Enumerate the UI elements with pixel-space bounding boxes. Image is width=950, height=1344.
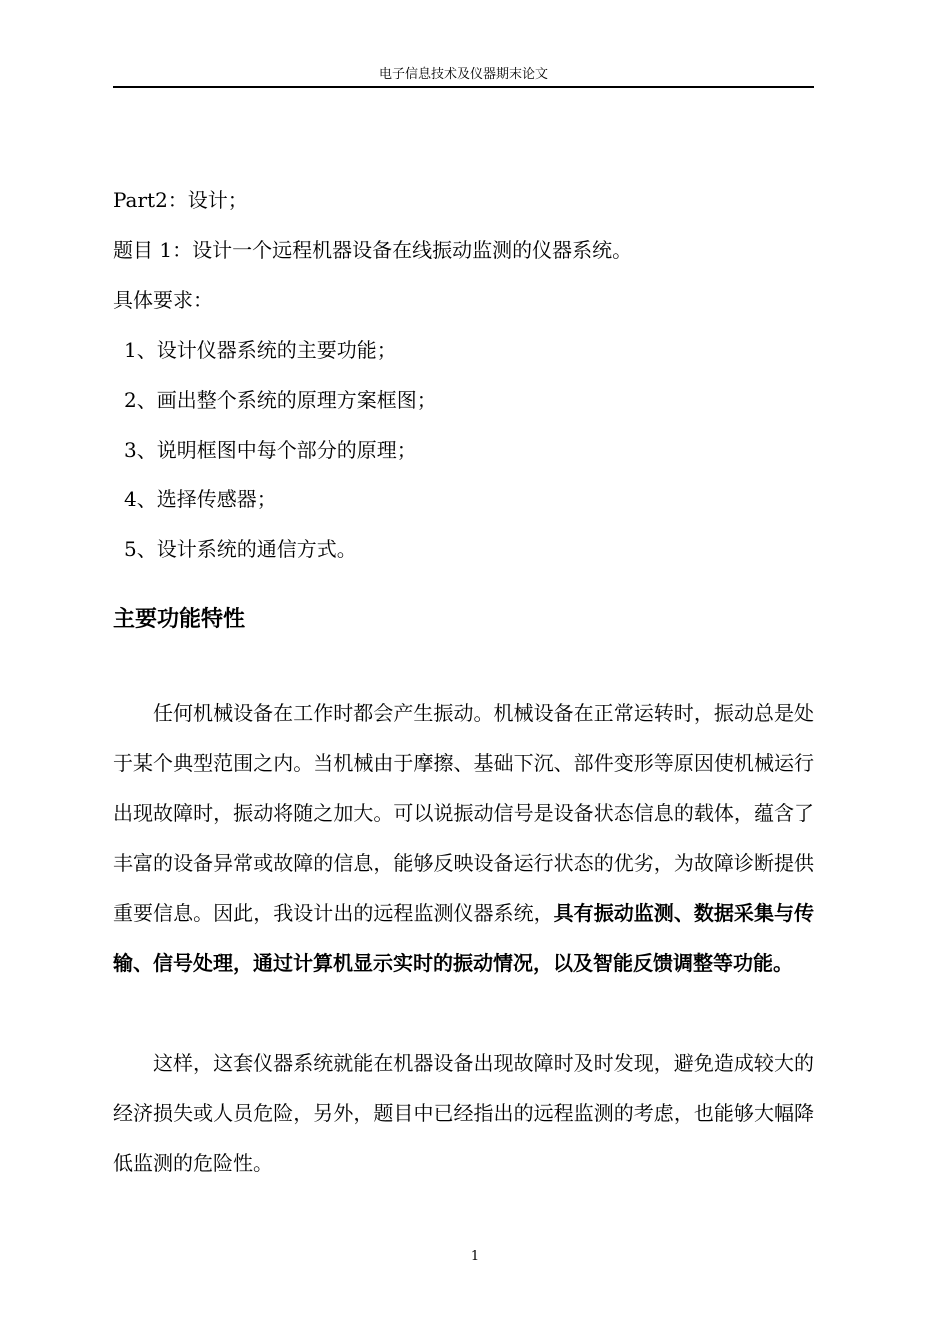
- page-number: 1: [470, 1249, 480, 1264]
- requirement-item: 4、选择传感器；: [124, 487, 277, 511]
- requirements-label: 具体要求：: [113, 288, 213, 312]
- page-header: [113, 66, 814, 88]
- paragraph-1-bold-text: 具有振动监测、数据采集与传输、信号处理，通过计算机显示实时的振动情况，以及智能反馈调整等功能。: [113, 901, 815, 975]
- requirement-item: 2、画出整个系统的原理方案框图；: [124, 388, 437, 412]
- requirement-item: 5、设计系统的通信方式。: [124, 537, 357, 561]
- requirement-item: 3、说明框图中每个部分的原理；: [124, 438, 417, 462]
- section-heading: 主要功能特性: [113, 607, 246, 632]
- paragraph-1: [113, 688, 814, 988]
- part-label: Part2：设计；: [113, 188, 248, 212]
- paragraph-1-text: 任何机械设备在工作时都会产生振动。机械设备在正常运转时，振动总是处于某个典型范围之内。当机械由于摩擦、基础下沉、部件变形等原因使机械运行出现故障时，振动将随之加大。可以说振动信号是设备状态信息的载体，蕴含了丰富的设备异常或故障的信息，能够反映设备运行状态的优劣，为故障诊断提供重要信息。因此，我设计出的远程监测仪器系统，: [113, 701, 814, 925]
- paragraph-2: 这样，这套仪器系统就能在机器设备出现故障时及时发现，避免造成较大的经济损失或人员危险，另外，题目中已经指出的远程监测的考虑，也能够大幅降低监测的危险性。: [113, 1051, 814, 1175]
- requirement-item: 1、设计仪器系统的主要功能；: [124, 338, 397, 362]
- topic-title: 题目 1：设计一个远程机器设备在线振动监测的仪器系统。: [113, 238, 633, 262]
- header-title: 电子信息技术及仪器期末论文: [378, 67, 548, 82]
